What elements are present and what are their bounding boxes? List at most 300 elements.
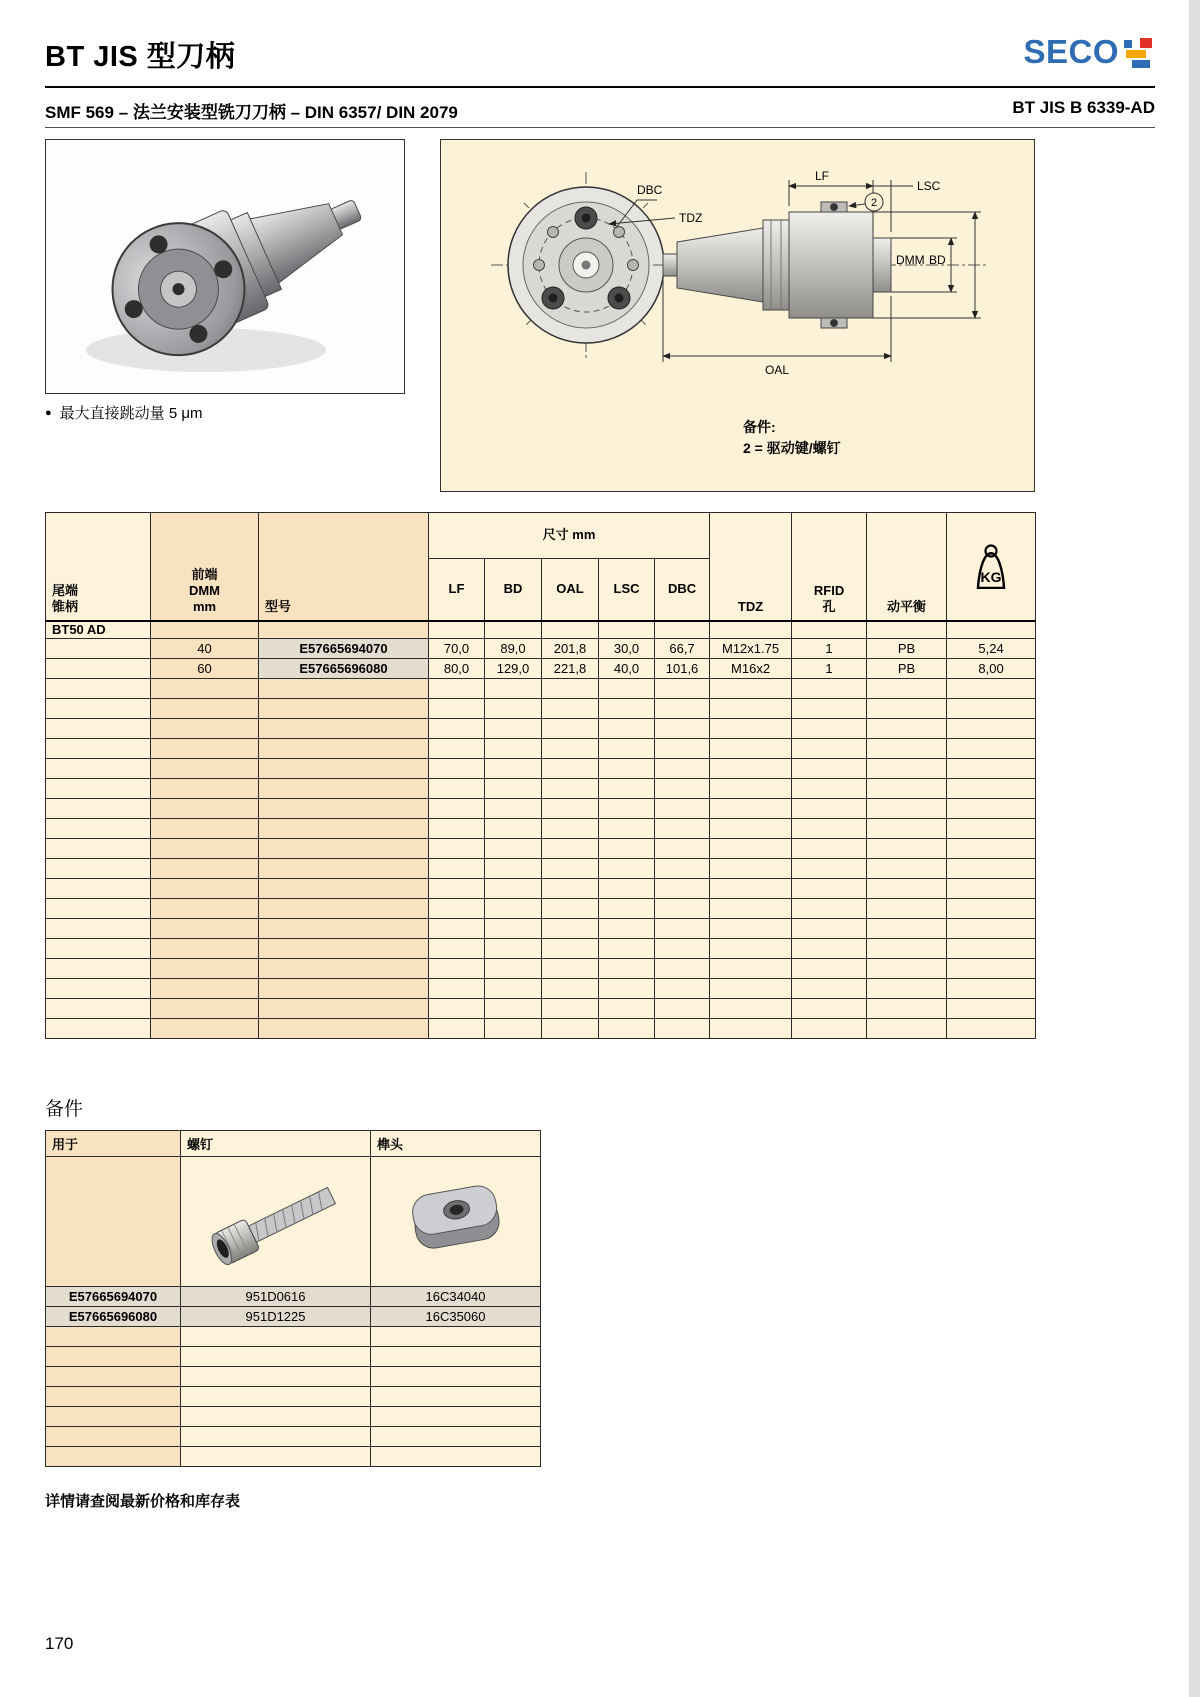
empty-cell (792, 819, 867, 839)
header-rfid-line2: 孔 (822, 599, 836, 615)
cell-bd: 89,0 (485, 639, 542, 659)
empty-cell (542, 679, 599, 699)
table-row-empty (46, 959, 1036, 979)
empty-cell (655, 779, 710, 799)
header-shank-line2: 锥柄 (52, 599, 79, 615)
empty-cell (485, 799, 542, 819)
tenon-image-cell (371, 1157, 541, 1287)
empty-cell (429, 859, 485, 879)
empty-cell (46, 859, 151, 879)
empty-cell (485, 779, 542, 799)
empty-cell (542, 719, 599, 739)
cell-oal: 221,8 (542, 659, 599, 679)
cell-tdz: M12x1.75 (710, 639, 792, 659)
empty-cell (867, 739, 947, 759)
empty-cell (259, 899, 429, 919)
header-rfid-line1: RFID (813, 583, 845, 598)
empty-cell (655, 899, 710, 919)
empty-cell (867, 699, 947, 719)
header-balance: 动平衡 (867, 513, 947, 621)
table-row-empty (46, 999, 1036, 1019)
empty-cell (867, 919, 947, 939)
empty-cell (710, 719, 792, 739)
empty-cell (151, 759, 259, 779)
empty-cell (710, 839, 792, 859)
empty-cell (710, 859, 792, 879)
table-row-empty (46, 739, 1036, 759)
empty-cell (259, 839, 429, 859)
empty-cell (947, 739, 1036, 759)
empty-cell (151, 919, 259, 939)
empty-cell (947, 719, 1036, 739)
empty-cell (46, 1427, 181, 1447)
table-row-empty (46, 859, 1036, 879)
empty-cell (46, 1367, 181, 1387)
empty-cell (46, 839, 151, 859)
empty-cell (151, 1019, 259, 1039)
empty-cell (655, 879, 710, 899)
cell-dbc: 101,6 (655, 659, 710, 679)
empty-cell (542, 899, 599, 919)
drawing-note-text: 2 = 驱动键/螺钉 (743, 440, 841, 456)
empty-cell (599, 939, 655, 959)
empty-cell (542, 739, 599, 759)
empty-cell (259, 939, 429, 959)
cell-balance: PB (867, 639, 947, 659)
table-row (46, 659, 1036, 679)
empty-cell (485, 879, 542, 899)
acc-cell-screw: 951D0616 (181, 1287, 371, 1307)
empty-cell (46, 1387, 181, 1407)
empty-cell (947, 899, 1036, 919)
empty-cell (371, 1347, 541, 1367)
table-row-empty (46, 839, 1036, 859)
empty-cell (710, 799, 792, 819)
empty-cell (710, 759, 792, 779)
empty-cell (259, 759, 429, 779)
empty-cell (485, 1019, 542, 1039)
empty-cell (429, 719, 485, 739)
empty-cell (655, 919, 710, 939)
product-photo (46, 140, 404, 393)
empty-cell (429, 899, 485, 919)
empty-cell (46, 1019, 151, 1039)
empty-cell (151, 939, 259, 959)
empty-cell (792, 859, 867, 879)
empty-cell (429, 919, 485, 939)
empty-cell (710, 899, 792, 919)
dim-label-lf: LF (814, 169, 830, 183)
empty-cell (792, 879, 867, 899)
empty-cell (46, 819, 151, 839)
empty-cell (151, 699, 259, 719)
empty-cell (485, 939, 542, 959)
empty-cell (599, 859, 655, 879)
acc-cell-for: E57665696080 (46, 1307, 181, 1327)
accessories-heading: 备件 (45, 1099, 84, 1120)
empty-cell (867, 879, 947, 899)
empty-cell (542, 919, 599, 939)
empty-cell (259, 621, 429, 639)
brand-logo (1023, 33, 1152, 70)
table-row-empty (46, 879, 1036, 899)
table-row-empty (46, 679, 1036, 699)
empty-cell (151, 979, 259, 999)
table-row-empty (46, 1447, 541, 1467)
dim-label-dmm: DMM (896, 253, 925, 267)
empty-cell (867, 979, 947, 999)
empty-cell (599, 999, 655, 1019)
empty-cell (599, 719, 655, 739)
empty-cell (46, 939, 151, 959)
empty-cell (599, 759, 655, 779)
brand-wordmark: SECO (1023, 33, 1119, 70)
empty-cell (655, 759, 710, 779)
cell-lsc: 30,0 (599, 639, 655, 659)
empty-cell (151, 859, 259, 879)
table-row-empty (46, 1019, 1036, 1039)
empty-cell (429, 759, 485, 779)
header-shank-line1: 尾端 (52, 583, 79, 598)
screw-photo (201, 1166, 351, 1278)
empty-cell (867, 621, 947, 639)
empty-cell (542, 839, 599, 859)
empty-cell (485, 979, 542, 999)
empty-cell (46, 959, 151, 979)
empty-cell (792, 959, 867, 979)
empty-cell (371, 1367, 541, 1387)
acc-cell-tenon: 16C34040 (371, 1287, 541, 1307)
empty-cell (947, 799, 1036, 819)
empty-cell (655, 1019, 710, 1039)
dim-label-bd: BD (929, 253, 946, 267)
empty-cell (867, 859, 947, 879)
cell-dmm: 40 (151, 639, 259, 659)
title-rule (45, 86, 1155, 88)
header-lf: LF (429, 559, 485, 621)
empty-cell (792, 719, 867, 739)
empty-cell (542, 799, 599, 819)
technical-drawing (441, 140, 1034, 491)
empty-cell (259, 799, 429, 819)
empty-cell (599, 819, 655, 839)
table-row-empty (46, 1367, 541, 1387)
empty-cell (429, 839, 485, 859)
empty-cell (710, 699, 792, 719)
cell-dmm: 60 (151, 659, 259, 679)
empty-cell (792, 939, 867, 959)
empty-cell (259, 739, 429, 759)
empty-cell (792, 739, 867, 759)
empty-cell (151, 959, 259, 979)
empty-cell (429, 959, 485, 979)
empty-cell (429, 879, 485, 899)
empty-cell (46, 679, 151, 699)
cell-oal: 201,8 (542, 639, 599, 659)
empty-cell (792, 779, 867, 799)
empty-cell (599, 879, 655, 899)
table-row-empty (46, 799, 1036, 819)
empty-cell (599, 779, 655, 799)
accessory-row (46, 1307, 541, 1327)
empty-cell (599, 959, 655, 979)
empty-cell (542, 859, 599, 879)
empty-cell (151, 779, 259, 799)
empty-cell (485, 699, 542, 719)
empty-cell (151, 819, 259, 839)
empty-cell (542, 939, 599, 959)
empty-cell (867, 799, 947, 819)
empty-cell (947, 819, 1036, 839)
cell-taper (46, 639, 151, 659)
cell-taper (46, 659, 151, 679)
group-row (46, 621, 1036, 639)
empty-cell (655, 679, 710, 699)
empty-cell (485, 679, 542, 699)
empty-cell (792, 799, 867, 819)
empty-cell (46, 1157, 181, 1287)
empty-cell (710, 779, 792, 799)
header-dbc: DBC (655, 559, 710, 621)
empty-cell (485, 959, 542, 979)
group-label: BT50 AD (46, 621, 151, 639)
acc-header-for: 用于 (46, 1131, 181, 1157)
empty-cell (710, 939, 792, 959)
empty-cell (151, 999, 259, 1019)
dim-label-oal: OAL (764, 363, 790, 377)
empty-cell (46, 1327, 181, 1347)
empty-cell (710, 1019, 792, 1039)
table-row-empty (46, 1347, 541, 1367)
empty-cell (151, 739, 259, 759)
empty-cell (485, 739, 542, 759)
empty-cell (792, 899, 867, 919)
empty-cell (710, 919, 792, 939)
empty-cell (46, 879, 151, 899)
page-number: 170 (45, 1634, 74, 1653)
empty-cell (655, 979, 710, 999)
empty-cell (599, 679, 655, 699)
empty-cell (947, 879, 1036, 899)
empty-cell (151, 719, 259, 739)
empty-cell (655, 819, 710, 839)
empty-cell (259, 779, 429, 799)
page-title: BT JIS 型刀柄 (45, 41, 236, 73)
cell-kg: 8,00 (947, 659, 1036, 679)
header-bd: BD (485, 559, 542, 621)
bullet-text: 最大直接跳动量 5 μm (59, 405, 203, 422)
empty-cell (181, 1367, 371, 1387)
empty-cell (542, 959, 599, 979)
empty-cell (181, 1347, 371, 1367)
empty-cell (429, 799, 485, 819)
empty-cell (485, 919, 542, 939)
empty-cell (947, 621, 1036, 639)
acc-cell-tenon: 16C35060 (371, 1307, 541, 1327)
empty-cell (259, 879, 429, 899)
table-row-empty (46, 1327, 541, 1347)
cell-bd: 129,0 (485, 659, 542, 679)
accessory-image-row (46, 1157, 541, 1287)
kg-label: KG (980, 569, 1002, 586)
empty-cell (655, 939, 710, 959)
empty-cell (181, 1387, 371, 1407)
empty-cell (947, 699, 1036, 719)
empty-cell (542, 1019, 599, 1039)
empty-cell (599, 839, 655, 859)
empty-cell (46, 1347, 181, 1367)
table-row-empty (46, 1387, 541, 1407)
empty-cell (947, 999, 1036, 1019)
empty-cell (259, 699, 429, 719)
empty-cell (710, 959, 792, 979)
empty-cell (792, 1019, 867, 1039)
empty-cell (151, 839, 259, 859)
accessories-table (45, 1130, 541, 1467)
empty-cell (867, 819, 947, 839)
empty-cell (46, 739, 151, 759)
empty-cell (792, 621, 867, 639)
empty-cell (259, 719, 429, 739)
empty-cell (542, 819, 599, 839)
empty-cell (792, 999, 867, 1019)
empty-cell (151, 899, 259, 919)
empty-cell (655, 719, 710, 739)
table-row-empty (46, 899, 1036, 919)
empty-cell (867, 899, 947, 919)
empty-cell (542, 621, 599, 639)
cell-balance: PB (867, 659, 947, 679)
table-row-empty (46, 759, 1036, 779)
empty-cell (371, 1327, 541, 1347)
empty-cell (429, 779, 485, 799)
empty-cell (485, 899, 542, 919)
empty-cell (46, 1407, 181, 1427)
empty-cell (151, 799, 259, 819)
empty-cell (710, 879, 792, 899)
cell-kg: 5,24 (947, 639, 1036, 659)
empty-cell (655, 839, 710, 859)
drawing-note-title: 备件: (743, 419, 776, 435)
empty-cell (947, 919, 1036, 939)
brand-squares-icon (1124, 38, 1152, 68)
acc-header-screw: 螺钉 (181, 1131, 371, 1157)
acc-cell-screw: 951D1225 (181, 1307, 371, 1327)
cell-model: E57665694070 (259, 639, 429, 659)
accessories-footnote: 详情请查阅最新价格和库存表 (45, 1493, 241, 1510)
accessory-row (46, 1287, 541, 1307)
empty-cell (259, 979, 429, 999)
table-row-empty (46, 1407, 541, 1427)
tenon-photo (391, 1172, 521, 1272)
empty-cell (181, 1427, 371, 1447)
empty-cell (259, 959, 429, 979)
empty-cell (710, 819, 792, 839)
empty-cell (947, 959, 1036, 979)
empty-cell (46, 699, 151, 719)
empty-cell (792, 759, 867, 779)
empty-cell (259, 1019, 429, 1039)
empty-cell (371, 1447, 541, 1467)
empty-cell (46, 999, 151, 1019)
empty-cell (792, 839, 867, 859)
empty-cell (429, 979, 485, 999)
empty-cell (867, 999, 947, 1019)
header-shank-taper (46, 513, 151, 621)
empty-cell (947, 859, 1036, 879)
empty-cell (599, 899, 655, 919)
empty-cell (46, 919, 151, 939)
empty-cell (599, 621, 655, 639)
cell-lf: 80,0 (429, 659, 485, 679)
empty-cell (867, 759, 947, 779)
empty-cell (792, 679, 867, 699)
empty-cell (259, 819, 429, 839)
weight-kg-icon (962, 543, 1020, 589)
empty-cell (181, 1407, 371, 1427)
empty-cell (599, 1019, 655, 1039)
empty-cell (542, 999, 599, 1019)
section-heading-right: BT JIS B 6339-AD (1012, 98, 1155, 117)
empty-cell (599, 799, 655, 819)
empty-cell (710, 739, 792, 759)
empty-cell (181, 1447, 371, 1467)
callout-2: 2 (870, 197, 878, 209)
header-rfid (792, 513, 867, 621)
empty-cell (947, 779, 1036, 799)
cell-lf: 70,0 (429, 639, 485, 659)
empty-cell (947, 1019, 1036, 1039)
empty-cell (792, 979, 867, 999)
empty-cell (46, 799, 151, 819)
cell-model: E57665696080 (259, 659, 429, 679)
header-model: 型号 (259, 513, 429, 621)
empty-cell (867, 679, 947, 699)
dim-label-lsc: LSC (917, 179, 941, 193)
empty-cell (259, 999, 429, 1019)
empty-cell (867, 939, 947, 959)
empty-cell (259, 679, 429, 699)
empty-cell (710, 621, 792, 639)
empty-cell (151, 679, 259, 699)
empty-cell (429, 699, 485, 719)
empty-cell (947, 839, 1036, 859)
empty-cell (259, 919, 429, 939)
cell-rfid: 1 (792, 659, 867, 679)
dim-label-dbc: DBC (637, 183, 663, 197)
empty-cell (46, 719, 151, 739)
empty-cell (655, 859, 710, 879)
empty-cell (710, 979, 792, 999)
product-feature-bullet (45, 402, 202, 423)
main-table (45, 512, 1036, 1039)
table-row-empty (46, 979, 1036, 999)
empty-cell (151, 879, 259, 899)
cell-lsc: 40,0 (599, 659, 655, 679)
screw-image-cell (181, 1157, 371, 1287)
empty-cell (429, 621, 485, 639)
empty-cell (485, 819, 542, 839)
table-row-empty (46, 699, 1036, 719)
empty-cell (485, 999, 542, 1019)
empty-cell (542, 699, 599, 719)
table-row-empty (46, 1427, 541, 1447)
empty-cell (151, 621, 259, 639)
empty-cell (371, 1407, 541, 1427)
bullet-dot: ● (45, 406, 52, 419)
table-row-empty (46, 719, 1036, 739)
empty-cell (947, 979, 1036, 999)
